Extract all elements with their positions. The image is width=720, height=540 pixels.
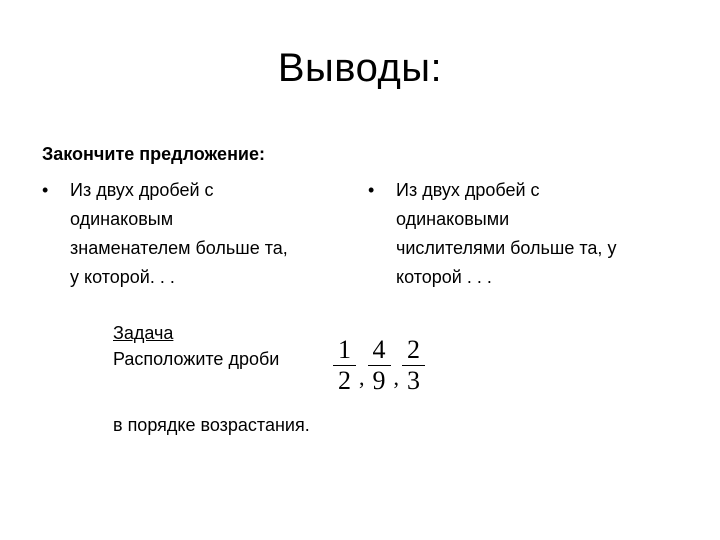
fraction-numerator: 4 [372, 334, 386, 364]
instruction-heading: Закончите предложение: [42, 144, 266, 164]
bullet-item-same-denominator [42, 176, 352, 292]
fraction-four-ninths [368, 335, 391, 396]
bullet-text: Из двух дробей с одинаковыми числителями больше та, у которой . . . [396, 180, 617, 287]
fraction-numerator: 2 [407, 334, 420, 364]
bullet-marker: • [42, 180, 49, 200]
slide-title: Выводы: [277, 46, 443, 90]
fraction-one-half [333, 335, 356, 396]
task-title: Задача [113, 323, 174, 343]
fraction-separator: , [393, 365, 399, 390]
fraction-numerator: 1 [338, 334, 351, 364]
fraction-denominator: 9 [372, 365, 386, 395]
fraction-two-thirds [402, 335, 425, 396]
task-prompt: Расположите дроби [113, 349, 280, 369]
bullet-text: Из двух дробей с одинаковым знаменателем больше та, у которой. . . [70, 180, 288, 287]
task-tail: в порядке возрастания. [113, 415, 310, 435]
bullet-marker: • [368, 180, 375, 200]
bullet-item-same-numerator [368, 176, 688, 292]
fraction-separator: , [359, 365, 365, 390]
fraction-denominator: 2 [338, 365, 351, 395]
fraction-denominator: 3 [407, 365, 420, 395]
task-block [113, 320, 279, 372]
fraction-list [330, 330, 428, 400]
